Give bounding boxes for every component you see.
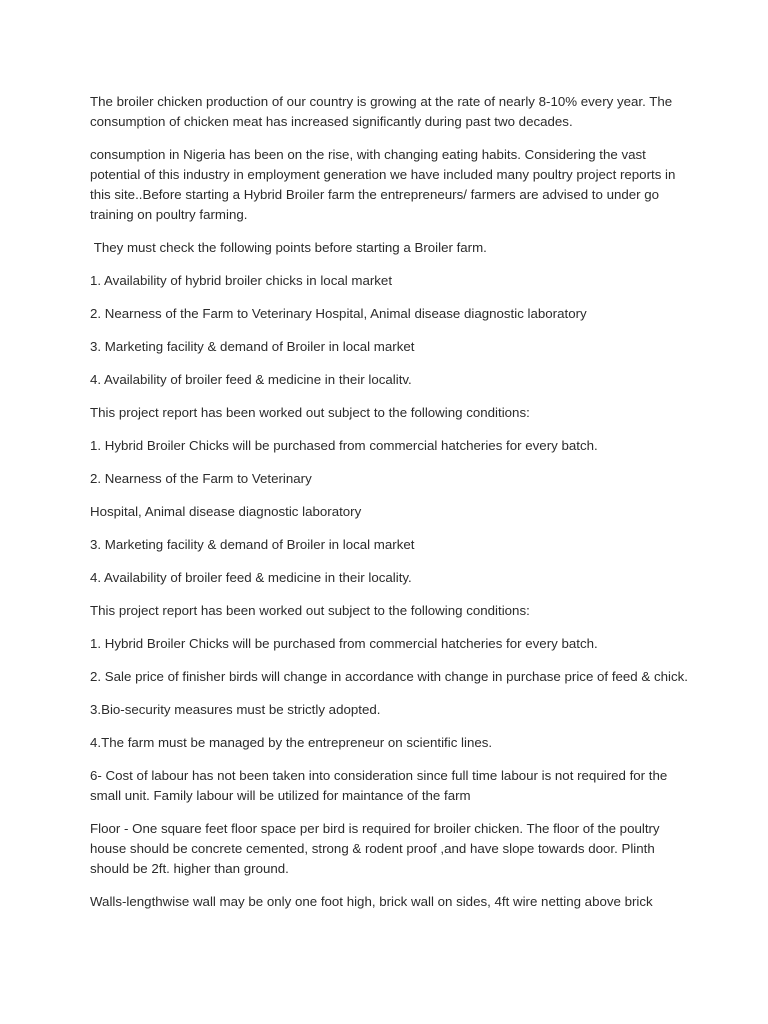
paragraph-walls: Walls-lengthwise wall may be only one foot high, brick wall on sides, 4ft wire netting above brick bbox=[90, 894, 653, 909]
paragraph-labour: 6- Cost of labour has not been taken into consideration since full time labour is not required for the small unit. Family labour will be utilized for maintance of the farm bbox=[90, 768, 671, 803]
list-item: 3.Bio-security measures must be strictly adopted. bbox=[90, 702, 381, 717]
list-item: 2. Nearness of the Farm to Veterinary Hospital, Animal disease diagnostic laboratory bbox=[90, 306, 587, 321]
paragraph-conditions: This project report has been worked out subject to the following conditions: bbox=[90, 603, 530, 618]
list-item: 3. Marketing facility & demand of Broiler in local market bbox=[90, 537, 415, 552]
list-item: 1. Hybrid Broiler Chicks will be purchased from commercial hatcheries for every batch. bbox=[90, 438, 598, 453]
paragraph-check-points: They must check the following points before starting a Broiler farm. bbox=[90, 240, 487, 255]
paragraph-conditions: This project report has been worked out subject to the following conditions: bbox=[90, 405, 530, 420]
list-item: 1. Hybrid Broiler Chicks will be purchased from commercial hatcheries for every batch. bbox=[90, 636, 598, 651]
list-item: Hospital, Animal disease diagnostic laboratory bbox=[90, 504, 362, 519]
paragraph-consumption: consumption in Nigeria has been on the rise, with changing eating habits. Considering the vast potential of this industry in employment generation we have included many poultry project reports in this site..Before starting a Hybrid Broiler farm the entrepreneurs/ farmers are advised to under go training on poultry farming. bbox=[90, 147, 680, 222]
list-item: 4. Availability of broiler feed & medicine in their locality. bbox=[90, 570, 412, 585]
list-item: 4. Availability of broiler feed & medicine in their localitv. bbox=[90, 372, 412, 387]
paragraph-floor: Floor - One square feet floor space per bird is required for broiler chicken. The floor of the poultry house should be concrete cemented, strong & rodent proof ,and have slope towards door. Plinth should be 2ft. higher than ground. bbox=[90, 821, 664, 876]
list-item: 3. Marketing facility & demand of Broiler in local market bbox=[90, 339, 415, 354]
paragraph-intro: The broiler chicken production of our country is growing at the rate of nearly 8-10% every year. The consumption of chicken meat has increased significantly during past two decades. bbox=[90, 94, 676, 129]
document-page bbox=[90, 92, 690, 925]
list-item: 2. Sale price of finisher birds will change in accordance with change in purchase price of feed & chick. bbox=[90, 669, 688, 684]
list-item: 1. Availability of hybrid broiler chicks in local market bbox=[90, 273, 393, 288]
list-item: 2. Nearness of the Farm to Veterinary bbox=[90, 471, 312, 486]
list-item: 4.The farm must be managed by the entrepreneur on scientific lines. bbox=[90, 735, 493, 750]
